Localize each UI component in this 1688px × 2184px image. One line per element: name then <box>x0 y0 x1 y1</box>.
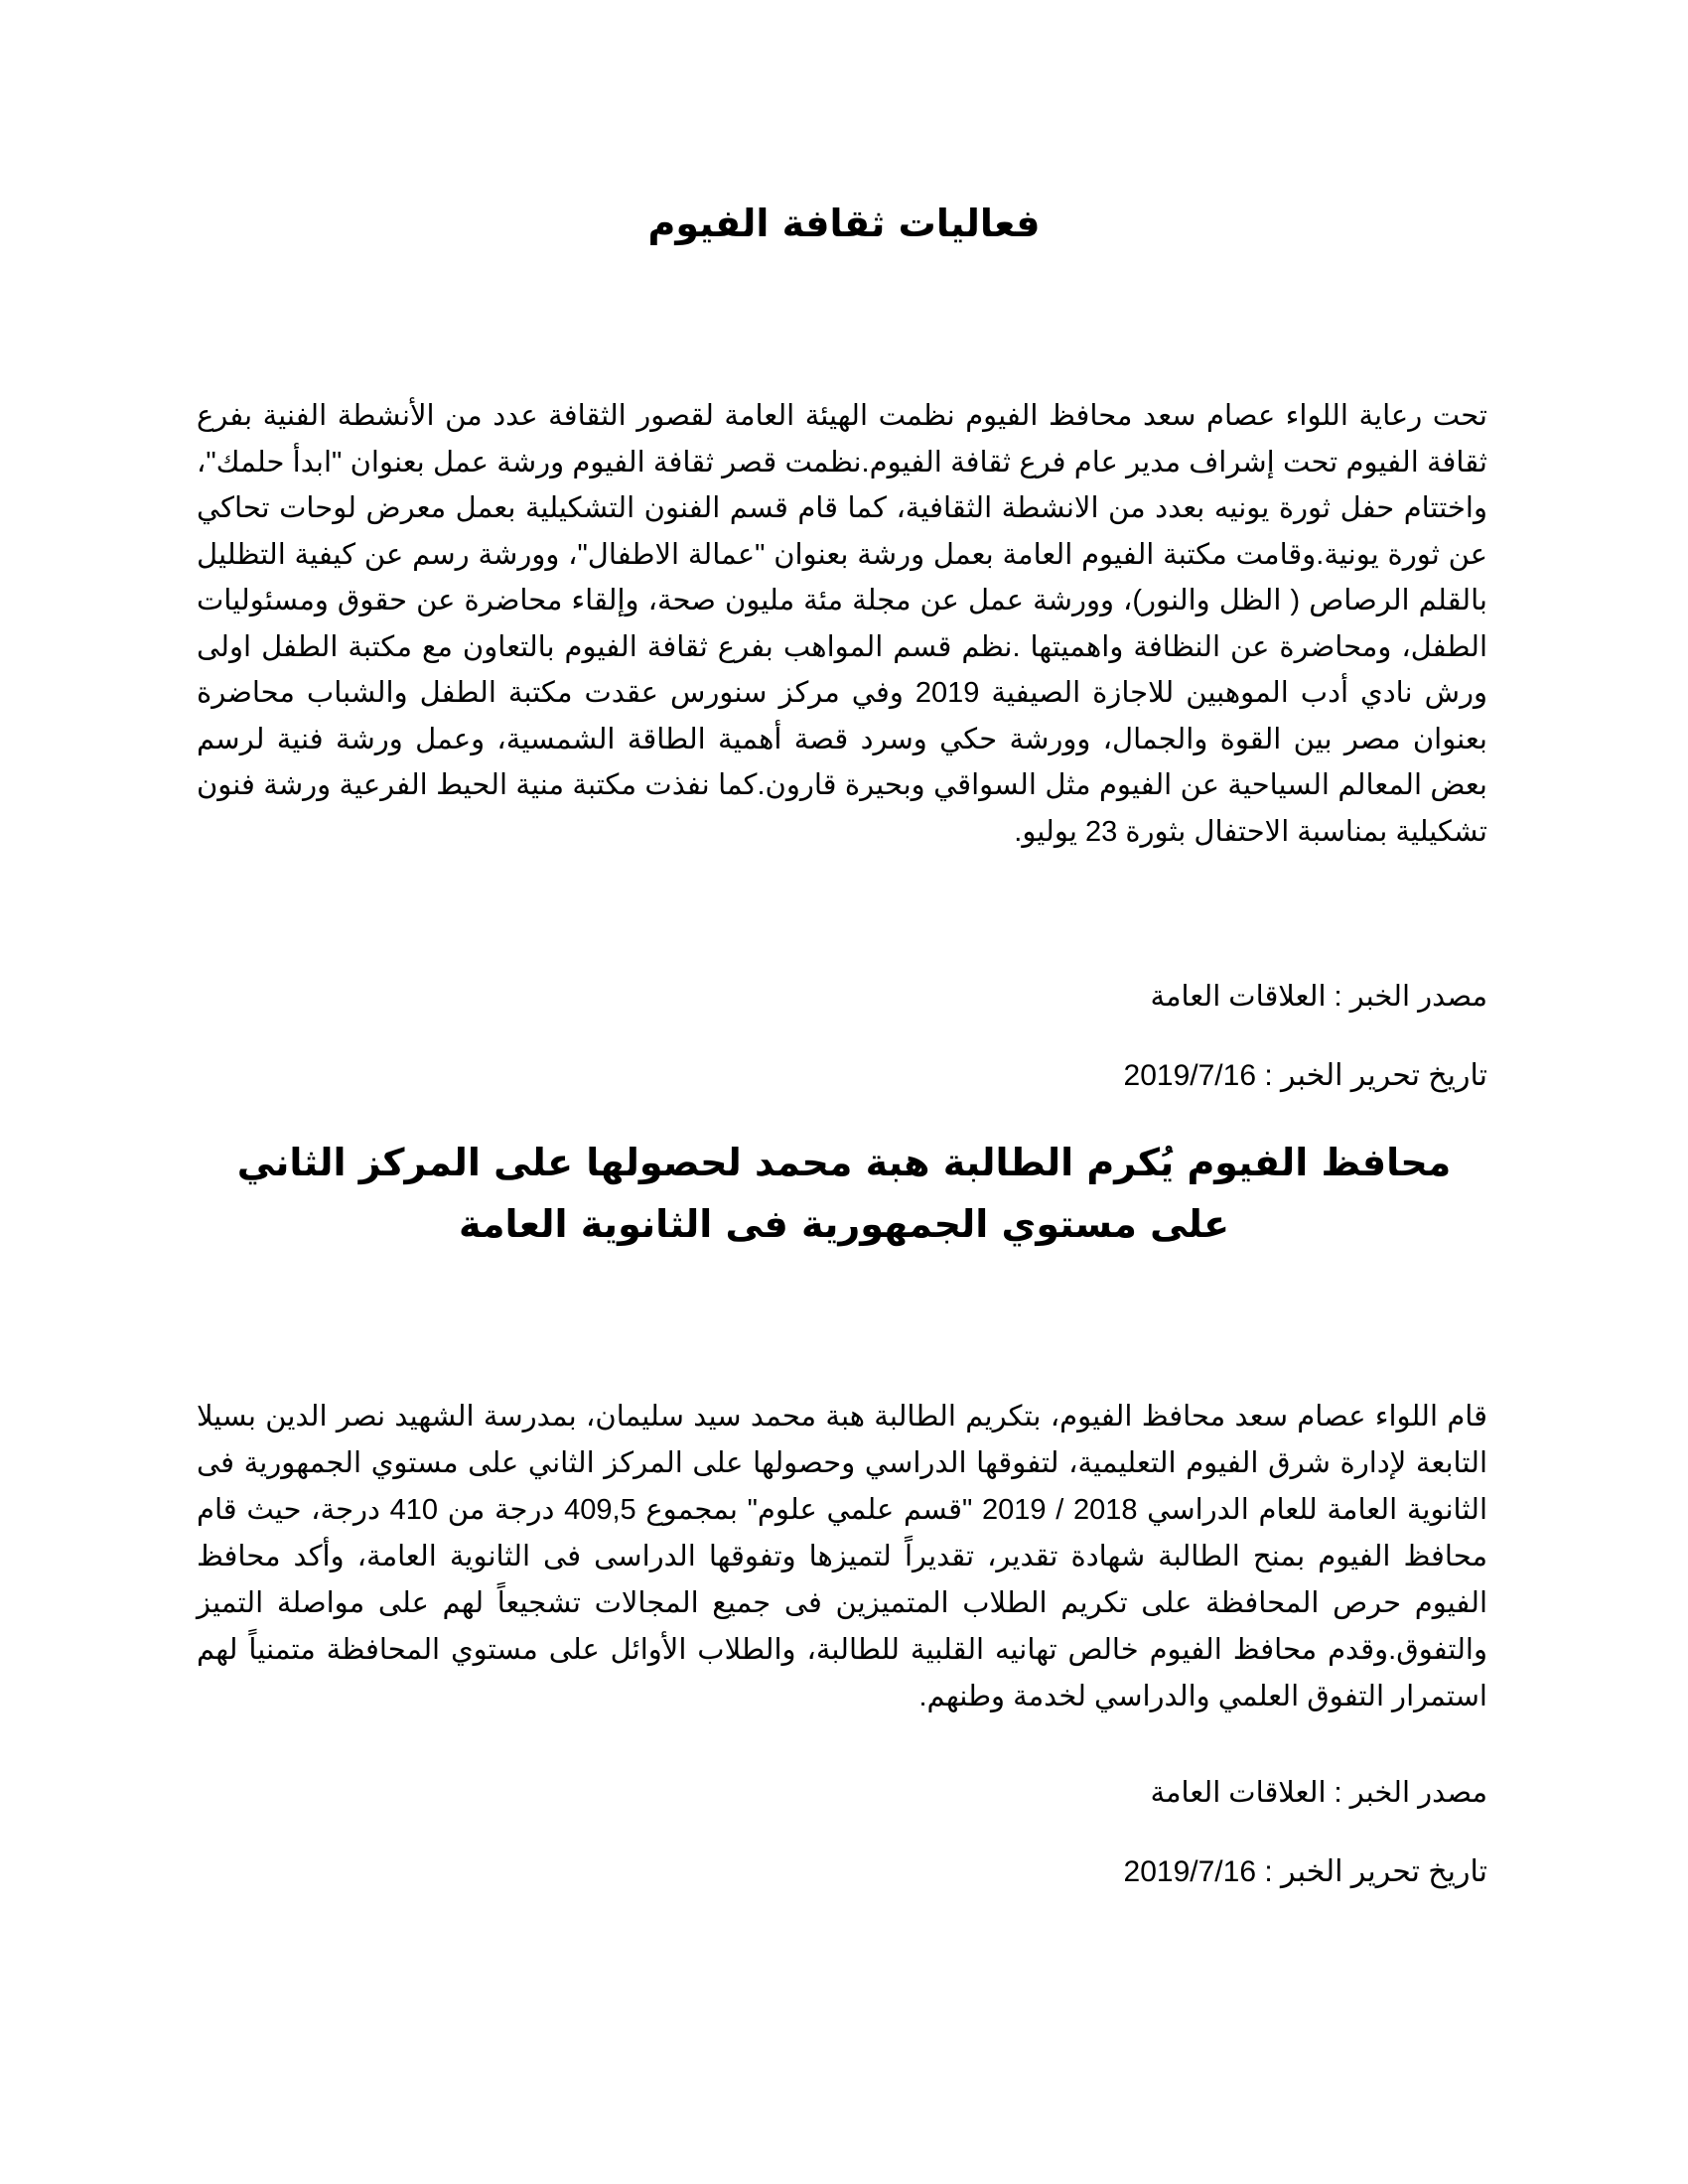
article-1-date: تاريخ تحرير الخبر : 2019/7/16 <box>1123 1059 1487 1092</box>
article-1-source: مصدر الخبر : العلاقات العامة <box>1150 981 1487 1013</box>
article-2-title: محافظ الفيوم يُكرم الطالبة هبة محمد لحصولها على المركز الثاني على مستوي الجمهورية فى الثانوية العامة <box>236 1141 1452 1246</box>
article-1-body: تحت رعاية اللواء عصام سعد محافظ الفيوم نظمت الهيئة العامة لقصور الثقافة عدد من الأنشطة الفنية بفرع ثقافة الفيوم تحت إشراف مدير عام فرع ثقافة الفيوم.نظمت قصر ثقافة الفيوم ورشة عمل بعنوان "ابدأ حلمك"، واختتام حفل ثورة يونيه بعدد من الانشطة الثقافية، كما قام قسم الفنون التشكيلية بعمل معرض لوحات تحاكي عن ثورة يونية.وقامت مكتبة الفيوم العامة بعمل ورشة بعنوان "عمالة الاطفال"، وورشة رسم عن كيفية التظليل بالقلم الرصاص ( الظل والنور)، وورشة عمل عن مجلة مئة مليون صحة، وإلقاء محاضرة عن حقوق ومسئوليات الطفل، ومحاضرة عن النظافة واهميتها .نظم قسم المواهب بفرع ثقافة الفيوم بالتعاون مع مكتبة الطفل اولى ورش نادي أدب الموهبين للاجازة الصيفية 2019 وفي مركز سنورس عقدت مكتبة الطفل والشباب محاضرة بعنوان مصر بين القوة والجمال، وورشة حكي وسرد قصة أهمية الطاقة الشمسية، وعمل ورشة فنية لرسم بعض المعالم السياحية عن الفيوم مثل السواقي وبحيرة قارون.كما نفذت مكتبة منية الحيط الفرعية ورشة فنون تشكيلية بمناسبة الاحتفال بثورة 23 يوليو. <box>197 400 1487 848</box>
article-2-date: تاريخ تحرير الخبر : 2019/7/16 <box>1123 1855 1487 1888</box>
article-2-source: مصدر الخبر : العلاقات العامة <box>1150 1777 1487 1809</box>
article-2-body: قام اللواء عصام سعد محافظ الفيوم، بتكريم الطالبة هبة محمد سيد سليمان، بمدرسة الشهيد نصر الدين بسيلا التابعة لإدارة شرق الفيوم التعليمية، لتفوقها الدراسي وحصولها على المركز الثاني على مستوي الجمهورية فى الثانوية العامة للعام الدراسي 2018 / 2019 "قسم علمي علوم" بمجموع 409,5 درجة من 410 درجة، حيث قام محافظ الفيوم بمنح الطالبة شهادة تقدير، تقديراً لتميزها وتفوقها الدراسى فى الثانوية العامة، وأكد محافظ الفيوم حرص المحافظة على تكريم الطلاب المتميزين فى جميع المجالات تشجيعاً لهم على مواصلة التميز والتفوق.وقدم محافظ الفيوم خالص تهانيه القلبية للطالبة، والطلاب الأوائل على مستوي المحافظة متمنياً لهم استمرار التفوق العلمي والدراسي لخدمة وطنهم. <box>197 1401 1488 1712</box>
article-1-title: فعاليات ثقافة الفيوم <box>647 202 1041 245</box>
